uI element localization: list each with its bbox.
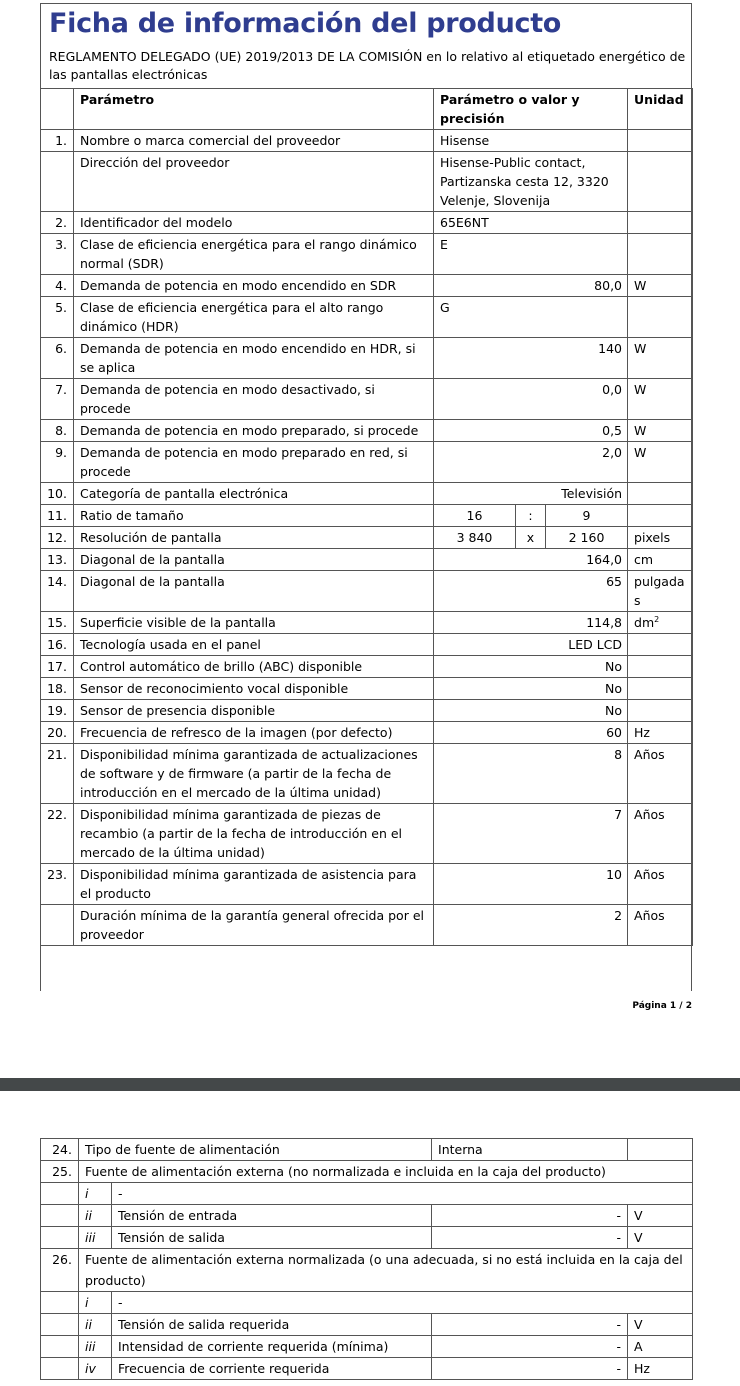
table-row: 11. Ratio de tamaño 16 : 9: [41, 505, 693, 527]
table-header-row: [41, 89, 693, 130]
table-row: 14. Diagonal de la pantalla 65 pulgadas: [41, 571, 693, 612]
table-row: 9. Demanda de potencia en modo preparado en red, si procede 2,0 W: [41, 442, 693, 483]
table-row: 24. Tipo de fuente de alimentación Interna: [41, 1139, 693, 1161]
header-unit: Unidad: [628, 89, 693, 130]
page-number: Página 1 / 2: [632, 1001, 692, 1011]
table-row: 19. Sensor de presencia disponible No: [41, 700, 693, 722]
table-row: 18. Sensor de reconocimiento vocal disponible No: [41, 678, 693, 700]
table-row: 21. Disponibilidad mínima garantizada de actualizaciones de software y de firmware (a partir de la fecha de introducción en el mercado de la última unidad) 8 Años: [41, 744, 693, 804]
table-row: 15. Superficie visible de la pantalla 114,8 $dm^2$: [41, 612, 693, 634]
table-row: 23. Disponibilidad mínima garantizada de asistencia para el producto 10 Años: [41, 864, 693, 905]
table-row: iv Frecuencia de corriente requerida - Hz: [41, 1358, 693, 1380]
product-info-table: [40, 88, 693, 946]
table-row: 5. Clase de eficiencia energética para el alto rango dinámico (HDR) G: [41, 297, 693, 338]
table-row: ii Tensión de entrada - V: [41, 1205, 693, 1227]
table-row: 12. Resolución de pantalla 3 840 x 2 160 pixels: [41, 527, 693, 549]
table-row: ii Tensión de salida requerida - V: [41, 1314, 693, 1336]
table-row: 1. Nombre o marca comercial del proveedor Hisense: [41, 130, 693, 152]
table-row: 26. Fuente de alimentación externa normalizada (o una adecuada, si no está incluida en la caja del producto): [41, 1249, 693, 1292]
page-divider: [0, 1078, 740, 1091]
table-row: 8. Demanda de potencia en modo preparado, si procede 0,5 W: [41, 420, 693, 442]
page-title: Ficha de información del producto: [49, 8, 562, 39]
table-row: iii Intensidad de corriente requerida (mínima) - A: [41, 1336, 693, 1358]
table-row: 6. Demanda de potencia en modo encendido en HDR, si se aplica 140 W: [41, 338, 693, 379]
header-parameter: Parámetro: [74, 89, 434, 130]
header-value: Parámetro o valor y precisión: [434, 89, 628, 130]
table-row: 4. Demanda de potencia en modo encendido en SDR 80,0 W: [41, 275, 693, 297]
regulation-subtitle: REGLAMENTO DELEGADO (UE) 2019/2013 DE LA COMISIÓN en lo relativo al etiquetado energético de las pantallas electrónicas: [49, 49, 686, 82]
table-row: 22. Disponibilidad mínima garantizada de piezas de recambio (a partir de la fecha de introducción en el mercado de la última unidad) 7 Años: [41, 804, 693, 864]
table-row: 10. Categoría de pantalla electrónica Televisión: [41, 483, 693, 505]
table-row: 7. Demanda de potencia en modo desactivado, si procede 0,0 W: [41, 379, 693, 420]
table-row: 20. Frecuencia de refresco de la imagen (por defecto) 60 Hz: [41, 722, 693, 744]
table-row: Duración mínima de la garantía general ofrecida por el proveedor 2 Años: [41, 905, 693, 946]
table-row: Dirección del proveedor Hisense-Public contact, Partizanska cesta 12, 3320 Velenje, Slovenija: [41, 152, 693, 212]
table-row: iii Tensión de salida - V: [41, 1227, 693, 1249]
table-row: 2. Identificador del modelo 65E6NT: [41, 212, 693, 234]
table-row: 17. Control automático de brillo (ABC) disponible No: [41, 656, 693, 678]
page-1: [40, 3, 692, 991]
table-row: i -: [41, 1292, 693, 1314]
table-row: 3. Clase de eficiencia energética para el rango dinámico normal (SDR) E: [41, 234, 693, 275]
page-2: [40, 1138, 692, 1380]
table-row: 25. Fuente de alimentación externa (no normalizada e incluida en la caja del producto): [41, 1161, 693, 1183]
table-row: 13. Diagonal de la pantalla 164,0 cm: [41, 549, 693, 571]
table-row: 16. Tecnología usada en el panel LED LCD: [41, 634, 693, 656]
table-row: i -: [41, 1183, 693, 1205]
product-info-table-continued: [40, 1138, 693, 1380]
